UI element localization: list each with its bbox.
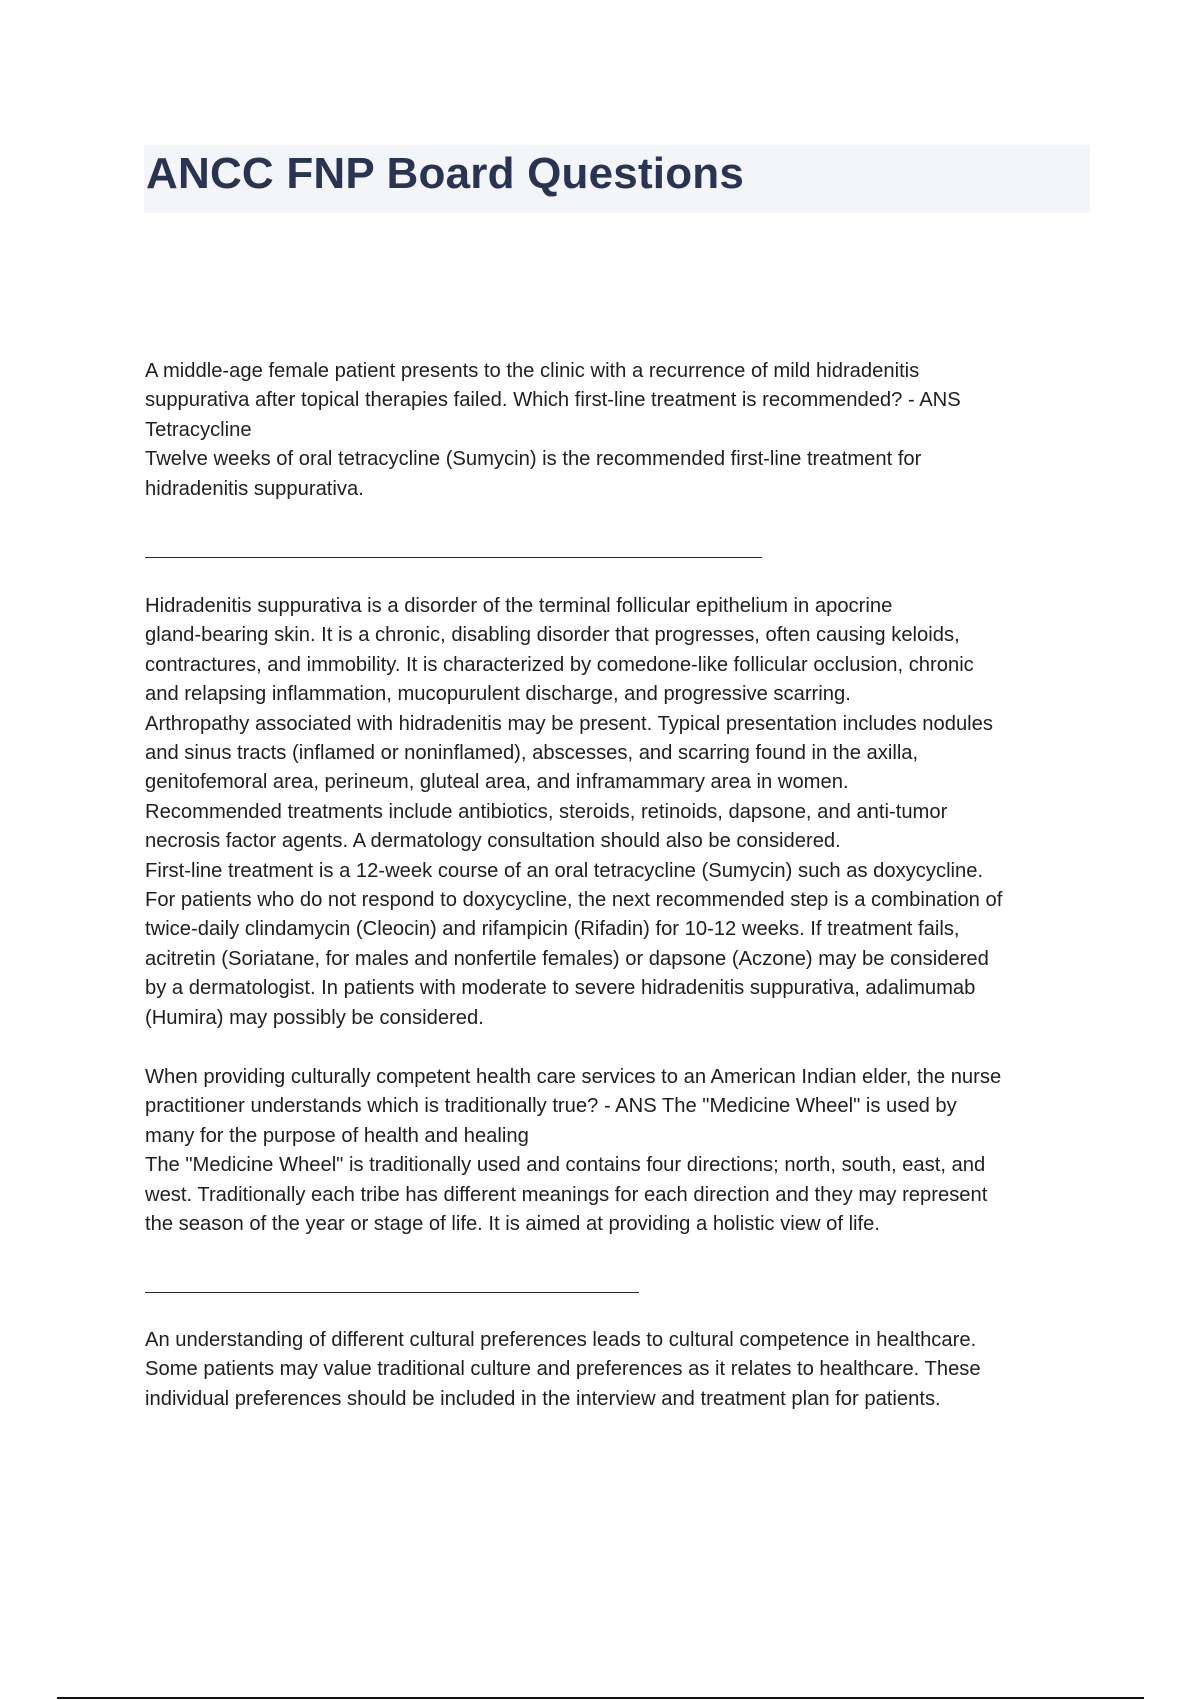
text-line: the season of the year or stage of life. It is aimed at providing a holistic view of life.: [145, 1213, 880, 1236]
text-line: and sinus tracts (inflamed or noninflamed), abscesses, and scarring found in the axilla,: [145, 742, 919, 765]
text-line: Arthropathy associated with hidradenitis may be present. Typical presentation includes nodules: [145, 712, 993, 735]
footer-rule: [57, 1697, 1144, 1699]
text-line: west. Traditionally each tribe has different meanings for each direction and they may represent: [145, 1183, 988, 1206]
text-line: For patients who do not respond to doxycycline, the next recommended step is a combination of: [145, 889, 1003, 912]
explanation-2-block: [145, 1326, 1095, 1414]
separator-rule: [145, 1292, 639, 1293]
text-line: When providing culturally competent health care services to an American Indian elder, the nurse: [145, 1066, 1002, 1088]
text-line: An understanding of different cultural preferences leads to cultural competence in healthcare.: [145, 1329, 977, 1351]
text-line: suppurativa after topical therapies failed. Which first-line treatment is recommended? - ANS: [145, 389, 961, 412]
text-line: (Humira) may possibly be considered.: [145, 1006, 484, 1029]
text-line: Hidradenitis suppurativa is a disorder of the terminal follicular epithelium in apocrine: [145, 595, 893, 617]
text-line: necrosis factor agents. A dermatology consultation should also be considered.: [145, 830, 841, 853]
document-title: ANCC FNP Board Questions: [146, 149, 745, 198]
text-line: A middle-age female patient presents to the clinic with a recurrence of mild hidradenitis: [145, 360, 920, 382]
text-line: Some patients may value traditional culture and preferences as it relates to healthcare. These: [145, 1358, 981, 1381]
text-line: contractures, and immobility. It is characterized by comedone-like follicular occlusion, chronic: [145, 653, 974, 676]
text-line: individual preferences should be included in the interview and treatment plan for patients.: [145, 1387, 941, 1410]
text-line: twice-daily clindamycin (Cleocin) and rifampicin (Rifadin) for 10-12 weeks. If treatment fails,: [145, 918, 960, 941]
text-line: practitioner understands which is traditionally true? - ANS The "Medicine Wheel" is used by: [145, 1095, 957, 1118]
text-line: The "Medicine Wheel" is traditionally used and contains four directions; north, south, east, and: [145, 1154, 986, 1177]
separator-rule: [145, 557, 762, 558]
answer-line: many for the purpose of health and healing: [145, 1124, 529, 1147]
text-line: genitofemoral area, perineum, gluteal area, and inframammary area in women.: [145, 771, 849, 794]
text-line: First-line treatment is a 12-week course of an oral tetracycline (Sumycin) such as doxycycline.: [145, 859, 984, 882]
text-line: gland-bearing skin. It is a chronic, disabling disorder that progresses, often causing keloids,: [145, 624, 960, 647]
text-line: Twelve weeks of oral tetracycline (Sumycin) is the recommended first-line treatment for: [145, 448, 922, 471]
text-line: and relapsing inflammation, mucopurulent discharge, and progressive scarring.: [145, 683, 851, 706]
question-2-block: [145, 1063, 1095, 1239]
text-line: acitretin (Soriatane, for males and nonfertile females) or dapsone (Aczone) may be considered: [145, 947, 989, 970]
question-1-block: [145, 357, 1095, 504]
explanation-1-block: [145, 592, 1095, 1033]
text-line: by a dermatologist. In patients with moderate to severe hidradenitis suppurativa, adalimumab: [145, 977, 976, 1000]
text-line: hidradenitis suppurativa.: [145, 477, 364, 500]
answer-line: Tetracycline: [145, 418, 252, 441]
text-line: Recommended treatments include antibiotics, steroids, retinoids, dapsone, and anti-tumor: [145, 800, 948, 823]
